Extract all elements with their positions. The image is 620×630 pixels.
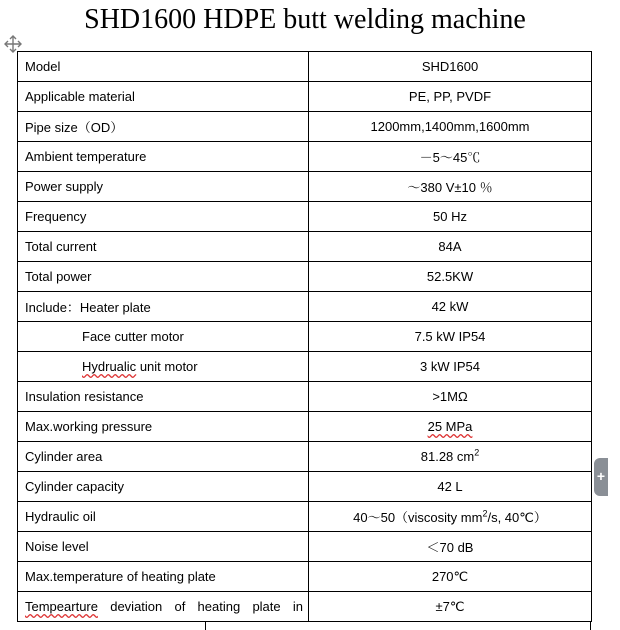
spelling-flagged-word: 25 MPa: [427, 419, 473, 434]
spec-name: Ambient temperature: [18, 142, 309, 172]
spec-name-rest: deviation of heating plate in: [110, 599, 303, 614]
spec-name: Noise level: [18, 532, 309, 562]
spec-value: 42 L: [309, 472, 592, 502]
spec-value: PE, PP, PVDF: [309, 82, 592, 112]
spec-name: [18, 592, 309, 622]
spec-name: Hydraulic oil: [18, 502, 309, 532]
table-row: [18, 382, 592, 412]
spec-value: ～380 V±10 ％: [309, 172, 592, 202]
table-row: [18, 592, 592, 622]
spec-value: >1MΩ: [309, 382, 592, 412]
spec-name: Frequency: [18, 202, 309, 232]
spec-name: Cylinder area: [18, 442, 309, 472]
spec-name: Insulation resistance: [18, 382, 309, 412]
superscript: 2: [482, 508, 488, 519]
table-row: [18, 292, 592, 322]
spec-name: Pipe size（OD）: [18, 112, 309, 142]
table-row: [18, 142, 592, 172]
table-row: [18, 202, 592, 232]
spec-name: Total power: [18, 262, 309, 292]
spec-value: [309, 412, 592, 442]
table-row: [18, 322, 592, 352]
spec-name-rest: unit motor: [139, 359, 198, 374]
spec-value: 42 kW: [309, 292, 592, 322]
table-row: [18, 442, 592, 472]
spec-name: Include：Heater plate: [18, 292, 309, 322]
table-row: [18, 502, 592, 532]
superscript: 2: [474, 447, 480, 458]
table-row: [18, 112, 592, 142]
spec-value: [309, 502, 592, 532]
spec-name: Applicable material: [18, 82, 309, 112]
spec-value: ±7℃: [309, 592, 592, 622]
spec-value-main: 81.28 cm: [420, 449, 475, 464]
table-row: [18, 52, 592, 82]
spec-value: ＜70 dB: [309, 532, 592, 562]
spec-name: Max.temperature of heating plate: [18, 562, 309, 592]
table-row: [18, 472, 592, 502]
spec-name: Max.working pressure: [18, 412, 309, 442]
page-title: SHD1600 HDPE butt welding machine: [84, 4, 526, 35]
table-row: [18, 232, 592, 262]
spec-name: Model: [18, 52, 309, 82]
spec-value-tail: /s, 40℃）: [487, 510, 547, 525]
table-row: [18, 172, 592, 202]
spec-value: 84A: [309, 232, 592, 262]
spec-value: [309, 442, 592, 472]
spec-value: －5～45℃: [309, 142, 592, 172]
spec-value: 7.5 kW IP54: [309, 322, 592, 352]
table-row: [18, 412, 592, 442]
table-continuation-line: [205, 622, 206, 630]
spec-value: 3 kW IP54: [309, 352, 592, 382]
table-row: [18, 352, 592, 382]
plus-icon: +: [596, 468, 606, 484]
spec-value-main: 40～50（viscosity mm: [353, 510, 483, 525]
spec-value: SHD1600: [309, 52, 592, 82]
spec-value: 270℃: [309, 562, 592, 592]
table-row: [18, 82, 592, 112]
spec-name: Power supply: [18, 172, 309, 202]
spec-value: 52.5KW: [309, 262, 592, 292]
spelling-flagged-word: Tempearture: [25, 599, 98, 614]
spec-value: 1200mm,1400mm,1600mm: [309, 112, 592, 142]
spec-value: 50 Hz: [309, 202, 592, 232]
table-row: [18, 262, 592, 292]
side-expand-tab[interactable]: [594, 458, 608, 496]
table-row: [18, 562, 592, 592]
spec-name: Face cutter motor: [18, 322, 309, 352]
table-continuation-line: [590, 622, 591, 630]
spec-table: [17, 51, 592, 622]
spec-name: [18, 352, 309, 382]
spelling-flagged-word: Hydrualic: [82, 359, 137, 374]
spec-name: Cylinder capacity: [18, 472, 309, 502]
spec-name: Total current: [18, 232, 309, 262]
table-row: [18, 532, 592, 562]
